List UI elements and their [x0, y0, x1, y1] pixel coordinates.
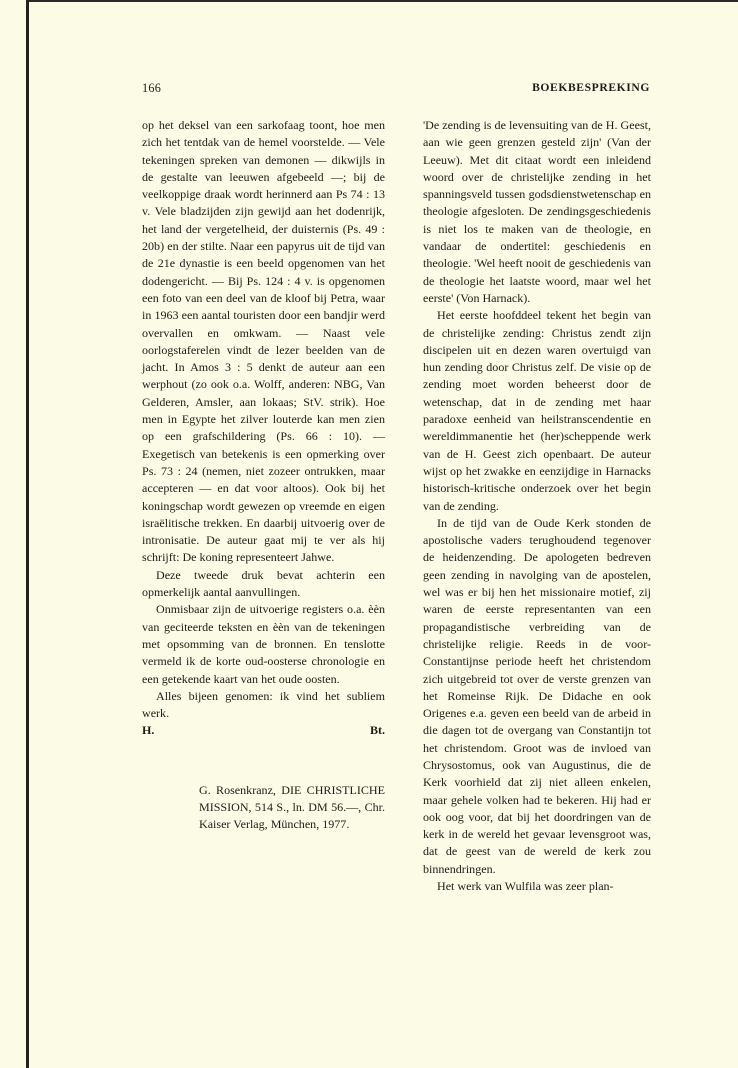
review-citation: G. Rosenkranz, DIE CHRISTLICHE MISSION, 514 S., ln. DM 56.—, Chr. Kaiser Verlag, München, 1977.: [199, 782, 385, 832]
left-paragraph-2: Deze tweede druk bevat achterin een opmerkelijk aantal aanvullingen.: [142, 567, 385, 600]
right-column: [423, 117, 651, 895]
right-paragraph-3: In de tijd van de Oude Kerk stonden de apostolische vaders terughoudend tegenover de heidenzending. De apologeten bedreven geen zending in navolging van de apostelen, wel was er bij hen het missionaire motief, zij waren de eerste representanten van een propagandistische verbreiding van de christelijke religie. Reeds in de voor-Constantijnse periode heeft het christendom zich uitgebreid tot over de verste grenzen van het Romeinse Rijk. De Didache en ook Origenes e.a. geven een beeld van de arbeid in die dagen tot de overgang van Constantijn tot het christendom. Groot was de invloed van Chrysostomus, ook van Augustinus, die de Kerk voorhield dat zij niet alleen enkelen, maar gehele volken had te bekeren. Hij had er ook oog voor, dat bij het doordringen van de kerk in de wereld het gevaar levensgroot was, dat de geest van de wereld de kerk zou binnendringen.: [423, 515, 651, 876]
page-header: [142, 81, 650, 99]
running-head: BOEKBESPREKING: [532, 81, 650, 94]
right-paragraph-1: 'De zending is de levensuiting van de H. Geest, aan wie geen grenzen gesteld zijn' (Van der Leeuw). Met dit citaat wordt een inleidend woord over de christelijke zending in het spanningsveld tussen godsdienstwetenschap en theologie afgesloten. De zendingsgeschiedenis is niet los te maken van de theologie, en vandaar de ondertitel: geschiedenis en theologie. 'Wel heeft nooit de geschiedenis van de theologie het laatste woord, maar wel het eerste' (Von Harnack).: [423, 118, 651, 305]
page-number: 166: [142, 81, 162, 95]
right-paragraph-4: Het werk van Wulfila was zeer plan-: [437, 879, 614, 894]
reviewer-signoff: [142, 722, 385, 739]
signoff-initial-left: H.: [142, 723, 155, 738]
scan-edge-top: [26, 0, 738, 2]
left-paragraph-1: op het deksel van een sarkofaag toont, hoe men zich het tentdak van de hemel voorstelde. — Vele tekeningen spreken van demonen — dikwijls in de gestalte van leeuwen afgebeeld —; bij de veelkoppige draak wordt herinnerd aan Ps 74 : 13 v. Vele bladzijden zijn gewijd aan het dodenrijk, het land der vergetelheid, der duisternis (Ps. 49 : 20b) en der stilte. Naar een papyrus uit de tijd van de 21e dynastie is een beeld opgenomen van het dodengericht. — Bij Ps. 124 : 4 v. is opgenomen een foto van een deel van de kloof bij Petra, waar in 1963 een aantal touristen door een bandjir werd overvallen en omkwam. — Naast vele oorlogstaferelen vindt de lezer beelden van de jacht. In Amos 3 : 5 denkt de auteur aan een werphout (zo ook o.a. Wolff, anderen: NBG, Van Gelderen, Amsler, aan lokaas; StV. strik). Hoe men in Egypte het zilver louterde kan men zien op een grafschildering (Ps. 66 : 10). — Exegetisch van betekenis is een opmerking over Ps. 73 : 24 (nemen, niet zozeer ontrukken, maar accepteren — en dat voor altoos). Ook bij het koningschap wordt gewezen op vreemde en eigen israëlitische trekken. En daarbij uitvoerig over de intronisatie. De auteur gaat mij te ver als hij schrijft: De koning representeert Jahwe.: [142, 118, 385, 565]
scan-edge-left: [26, 0, 29, 1068]
left-paragraph-4: Alles bijeen genomen: ik vind het subliem werk.: [142, 688, 385, 721]
left-paragraph-3: Onmisbaar zijn de uitvoerige registers o.a. èèn van geciteerde teksten en èèn van de tekeningen met opsomming van de bronnen. En tenslotte vermeld ik de korte oud-oosterse chronologie en een getekende kaart van het oude oosten.: [142, 602, 385, 686]
left-column: [142, 117, 385, 834]
right-paragraph-2: Het eerste hoofddeel tekent het begin van de christelijke zending: Christus zendt zijn discipelen uit en dezen waren overtuigd van hun zending door Christus zelf. De visie op de zending moet worden beheerst door de wetenschap, dat in de zending met haar paradoxe eenheid van heilstranscendentie en wereldimmanentie het (her)scheppende werk van de H. Geest zich openbaart. De auteur wijst op het zwakke en eenzijdige in Harnacks historisch-kritische onderzoek over het begin van de zending.: [423, 308, 651, 513]
signoff-initial-right: Bt.: [369, 723, 385, 738]
